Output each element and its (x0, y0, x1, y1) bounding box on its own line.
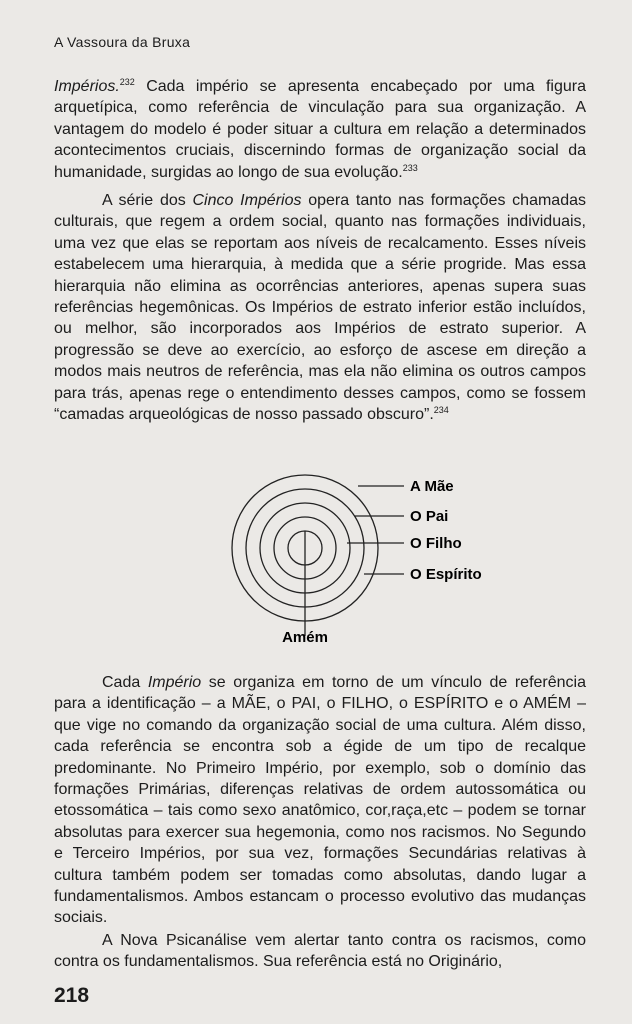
label-filho: O Filho (410, 535, 462, 552)
emphasis: Impérios. (54, 78, 120, 95)
concentric-circles-diagram (230, 466, 510, 646)
emphasis: Cinco Impérios (192, 192, 302, 209)
running-head: A Vassoura da Bruxa (54, 34, 191, 50)
label-pai: O Pai (410, 508, 449, 525)
label-mae: A Mãe (410, 478, 454, 495)
paragraph-4 (54, 930, 586, 973)
paragraph-text: A Nova Psicanálise vem alertar tanto contra os racismos, como contra os fundamentalismos. Sua referência está no Originário, (54, 932, 586, 971)
paragraph-text: opera tanto nas formações chamadas culturais, que regem a ordem social, quanto nas formações individuais, uma vez que elas se reportam aos níveis de recalcamento. Esses níveis estabelecem uma hierarquia, à medida que a série progride. Mas essa hierarquia não elimina as ocorrências anteriores, apenas supera suas referências hegemônicas. Os Impérios de estrato inferior estão incluídos, ou melhor, são incorporados aos Impérios de estrato superior. A progressão se deve ao exercício, ao esforço de ascese em direção a modos mais neutros de referência, mas ela não elimina os outros campos para trás, apenas rege o entendimento desses campos, como se fossem “camadas arqueológicas de nosso passado obscuro”. (54, 192, 586, 424)
paragraph-text: se organiza em torno de um vínculo de referência para a identificação – a MÃE, o PAI, o FILHO, o ESPÍRITO e o AMÉM – que vige no comando da organização social de uma cultura. Além disso, cada referência se encontra sob a égide de um tipo de recalque predominante. No Primeiro Império, por exemplo, sob o domínio das formações Primárias, diferenças relativas de ordem autossomática ou etossomática – tais como sexo anatômico, cor,raça,etc – podem se tornar absolutas para exercer sua hegemonia, como nos racismos. No Segundo e Terceiro Impérios, por sua vez, formações Secundárias relativas à cultura também podem ser tomadas como absolutas, dando lugar a fundamentalismos. Ambos estancam o processo evolutivo das mudanças sociais. (54, 674, 586, 927)
paragraph-text: A série dos (102, 192, 193, 209)
page-number: 218 (54, 984, 90, 1007)
paragraph-3 (54, 672, 586, 929)
paragraph-1 (54, 76, 586, 183)
paragraph-text: Cada império se apresenta encabeçado por uma figura arquetípica, como referência de vinculação para sua organização. A vantagem do modelo é poder situar a cultura em relação a determinados acontecimentos cruciais, discernindo formas de organização social da humanidade, surgidas ao longo de sua evolução. (54, 78, 586, 181)
footnote-ref: 234 (433, 405, 449, 416)
label-amem: Amém (282, 629, 328, 646)
paragraph-text: Cada (102, 674, 148, 691)
footnote-ref: 232 (119, 77, 135, 87)
label-espirito: O Espírito (410, 566, 482, 583)
emphasis: Império (147, 674, 202, 691)
footnote-ref: 233 (402, 162, 418, 173)
diagram-svg (230, 466, 510, 646)
paragraph-2 (54, 190, 586, 425)
